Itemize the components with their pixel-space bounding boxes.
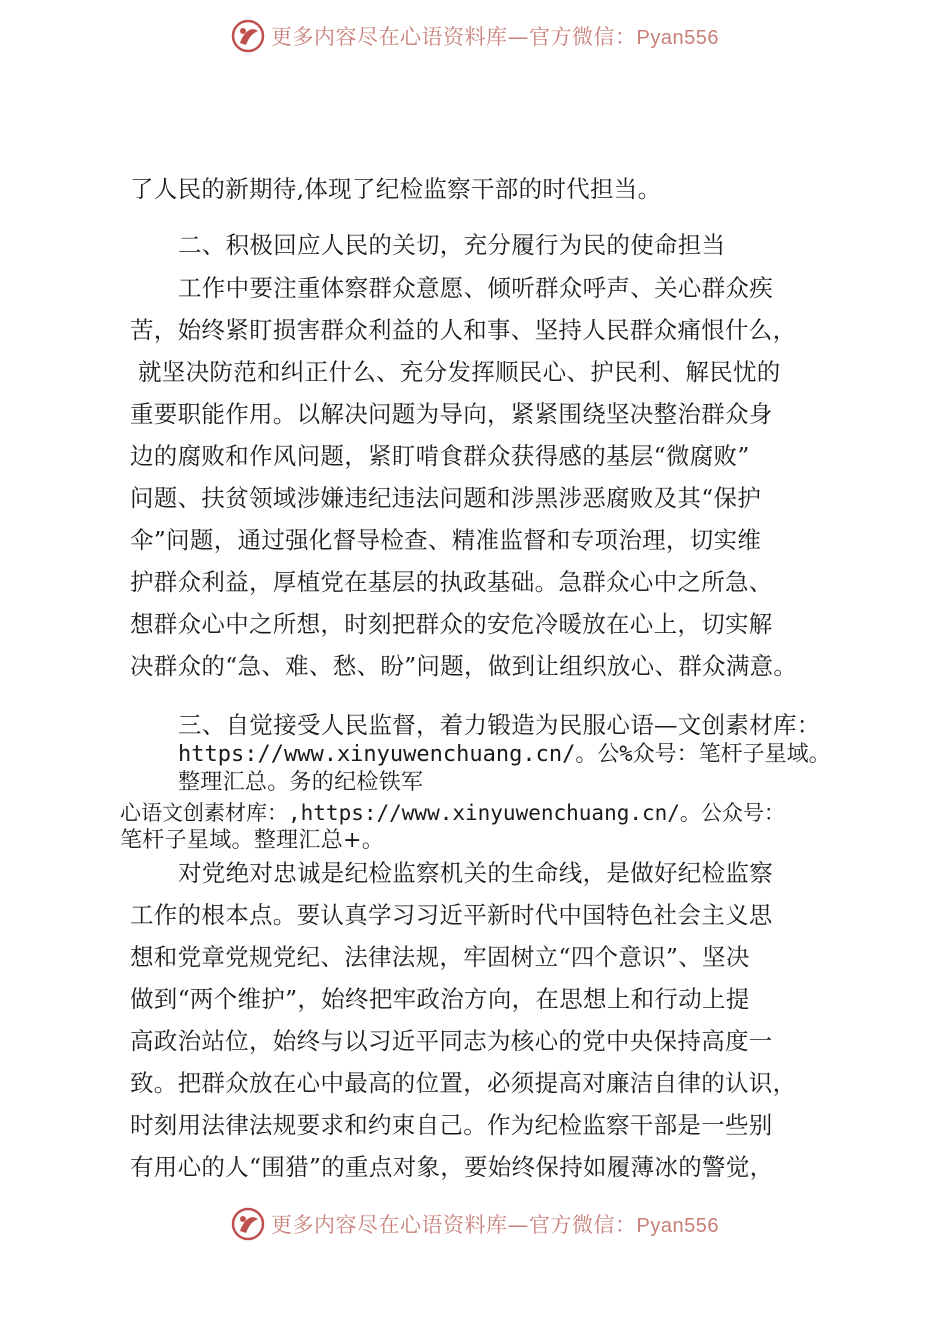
- body-line: 对党绝对忠诚是纪检监察机关的生命线，是做好纪检监察: [178, 859, 773, 887]
- banner-text: 更多内容尽在心语资料库—官方微信：Pyan556: [271, 25, 719, 49]
- body-line: 高政治站位，始终与以习近平同志为核心的党中央保持高度一: [130, 1027, 773, 1055]
- brand-logo-icon: [231, 19, 265, 53]
- body-line: 工作中要注重体察群众意愿、倾听群众呼声、关心群众疾: [178, 274, 773, 302]
- wechat-id: Pyan556: [636, 1215, 719, 1237]
- ad-line: 笔杆子星域。整理汇总+。: [120, 828, 385, 853]
- body-line: 就坚决防范和纠正什么、充分发挥顺民心、护民利、解民忧的: [138, 358, 781, 386]
- body-line: 工作的根本点。要认真学习习近平新时代中国特色社会主义思: [130, 901, 773, 929]
- wechat-id: Pyan556: [636, 27, 719, 49]
- banner-text: 更多内容尽在心语资料库—官方微信：Pyan556: [271, 1213, 719, 1237]
- body-line: 有用心的人“围猎”的重点对象，要始终保持如履薄冰的警觉，: [130, 1153, 774, 1181]
- body-line: 伞”问题，通过强化督导检查、精准监督和专项治理，切实维: [130, 526, 762, 554]
- body-line: 边的腐败和作风问题，紧盯啃食群众获得感的基层“微腐败”: [130, 442, 750, 470]
- body-line: 护群众利益，厚植党在基层的执政基础。急群众心中之所急、: [130, 568, 773, 596]
- brand-logo-icon: [231, 1207, 265, 1241]
- footer-banner: [0, 1204, 950, 1244]
- body-line: 重要职能作用。以解决问题为导向，紧紧围绕坚决整治群众身: [130, 400, 773, 428]
- body-line: 决群众的“急、难、愁、盼”问题，做到让组织放心、群众满意。: [130, 652, 798, 680]
- section-heading-2: 二、积极回应人民的关切，充分履行为民的使命担当: [178, 231, 726, 259]
- section-url-line: https://www.xinyuwenchuang.cn/。公%众号：笔杆子星域。: [178, 742, 831, 767]
- ad-line: 心语文创素材库：,https://www.xinyuwenchuang.cn/。公众号：: [120, 801, 785, 825]
- body-line: 想群众心中之所想，时刻把群众的安危冷暖放在心上，切实解: [130, 610, 773, 638]
- body-line: 做到“两个维护”，始终把牢政治方向，在思想上和行动上提: [130, 985, 750, 1013]
- body-line: 时刻用法律法规要求和约束自己。作为纪检监察干部是一些别: [130, 1111, 773, 1139]
- body-line: 问题、扶贫领域涉嫌违纪违法问题和涉黑涉恶腐败及其“保护: [130, 484, 762, 512]
- body-line: 了人民的新期待,体现了纪检监察干部的时代担当。: [130, 175, 662, 203]
- body-line: 想和党章党规党纪、法律法规，牢固树立“四个意识”、坚决: [130, 943, 750, 971]
- body-line: 苦，始终紧盯损害群众利益的人和事、坚持人民群众痛恨什么，: [130, 316, 797, 344]
- section-heading-3: 三、自觉接受人民监督，着力锻造为民服心语—文创素材库：: [178, 711, 821, 739]
- section-line: 整理汇总。务的纪检铁军: [178, 770, 424, 795]
- header-banner: [0, 16, 950, 56]
- body-line: 致。把群众放在心中最高的位置，必须提高对廉洁自律的认识，: [130, 1069, 797, 1097]
